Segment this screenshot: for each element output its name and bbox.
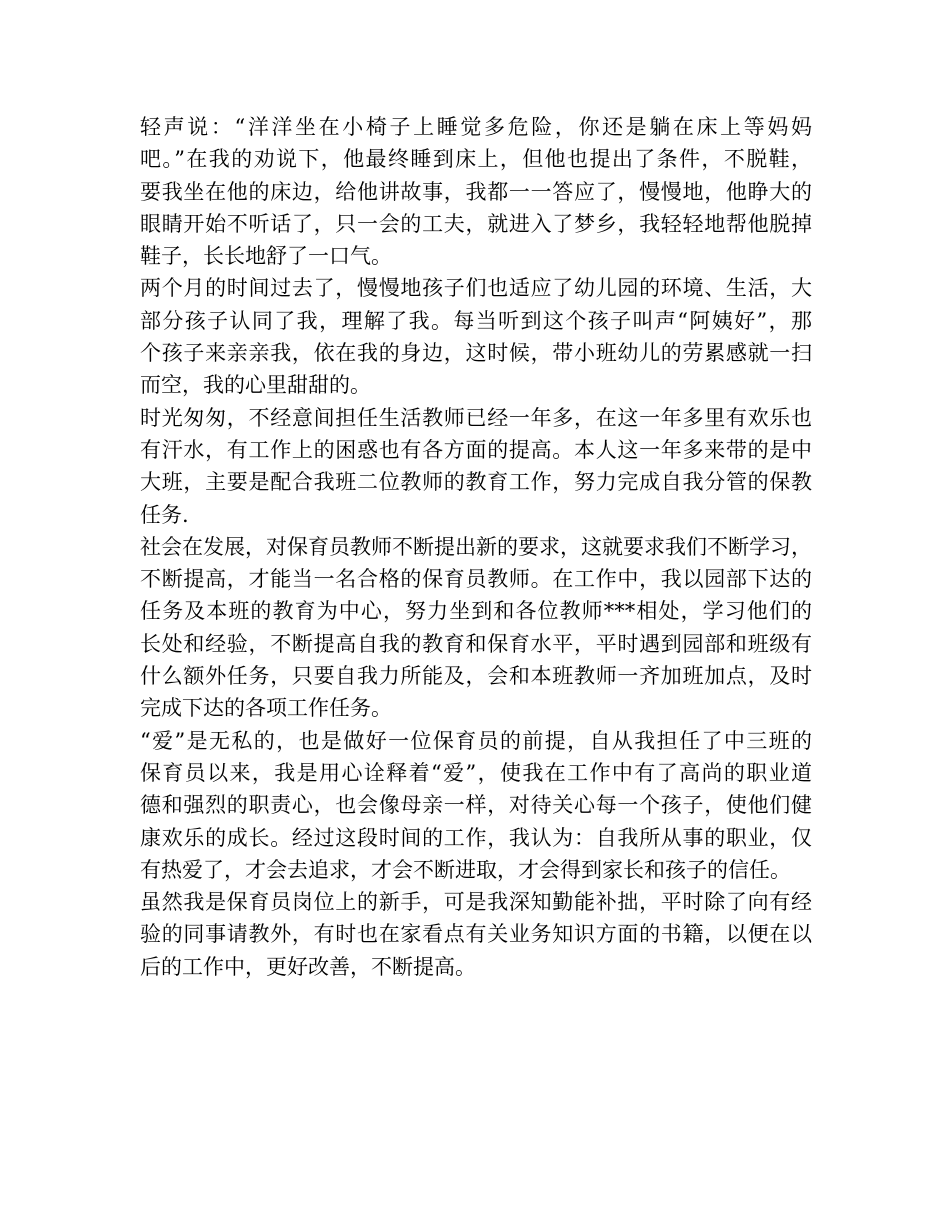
- paragraph: [140, 402, 812, 531]
- text-line: 大班，主要是配合我班二位教师的教育工作，努力完成自我分管的保教: [140, 470, 812, 495]
- text-line: 虽然我是保育员岗位上的新手，可是我深知勤能补拙，平时除了向有经: [140, 890, 812, 915]
- paragraph: [140, 111, 812, 272]
- text-line: 后的工作中，更好改善，不断提高。: [140, 954, 476, 979]
- text-line: 长处和经验，不断提高自我的教育和保育水平，平时遇到园部和班级有: [140, 631, 812, 656]
- text-line: 时光匆匆，不经意间担任生活教师已经一年多，在这一年多里有欢乐也: [140, 405, 812, 430]
- text-line: 部分孩子认同了我，理解了我。每当听到这个孩子叫声“阿姨好”，那: [140, 308, 812, 333]
- text-line: 而空，我的心里甜甜的。: [140, 373, 371, 398]
- text-line: 任务.: [140, 502, 189, 527]
- paragraph: [140, 886, 812, 983]
- text-line: 眼睛开始不听话了，只一会的工夫，就进入了梦乡，我轻轻地帮他脱掉: [140, 211, 812, 236]
- text-line: 验的同事请教外，有时也在家看点有关业务知识方面的书籍，以便在以: [140, 922, 812, 947]
- text-line: 轻声说：“洋洋坐在小椅子上睡觉多危险，你还是躺在床上等妈妈: [140, 115, 812, 139]
- text-line: 不断提高，才能当一名合格的保育员教师。在工作中，我以园部下达的: [140, 567, 812, 592]
- paragraph: [140, 725, 812, 886]
- text-line: 有热爱了，才会去追求，才会不断进取，才会得到家长和孩子的信任。: [140, 857, 791, 882]
- text-line: 社会在发展，对保育员教师不断提出新的要求，这就要求我们不断学习，: [140, 534, 812, 559]
- text-line: 要我坐在他的床边，给他讲故事，我都一一答应了，慢慢地，他睁大的: [140, 179, 812, 204]
- text-line: 有汗水，有工作上的困惑也有各方面的提高。本人这一年多来带的是中: [140, 437, 812, 462]
- text-line: 个孩子来亲亲我，依在我的身边，这时候，带小班幼儿的劳累感就一扫: [140, 341, 812, 366]
- text-line: 德和强烈的职责心，也会像母亲一样，对待关心每一个孩子，使他们健: [140, 793, 812, 818]
- text-line: 什么额外任务，只要自我力所能及，会和本班教师一齐加班加点，及时: [140, 664, 812, 689]
- text-line: 完成下达的各项工作任务。: [140, 696, 392, 721]
- text-line: 保育员以来，我是用心诠释着“爱”，使我在工作中有了高尚的职业道: [140, 760, 812, 785]
- text-line: 鞋子，长长地舒了一口气。: [140, 244, 392, 269]
- document-body: [140, 111, 812, 983]
- text-line: 任务及本班的教育为中心，努力坐到和各位教师***相处，学习他们的: [140, 599, 812, 624]
- text-line: 康欢乐的成长。经过这段时间的工作，我认为：自我所从事的职业，仅: [140, 825, 812, 850]
- text-line: 吧。”在我的劝说下，他最终睡到床上，但他也提出了条件，不脱鞋，: [140, 147, 812, 172]
- text-line: 两个月的时间过去了，慢慢地孩子们也适应了幼儿园的环境、生活，大: [140, 276, 812, 301]
- text-line: “爱”是无私的，也是做好一位保育员的前提，自从我担任了中三班的: [140, 728, 812, 753]
- paragraph: [140, 272, 812, 401]
- paragraph: [140, 531, 812, 725]
